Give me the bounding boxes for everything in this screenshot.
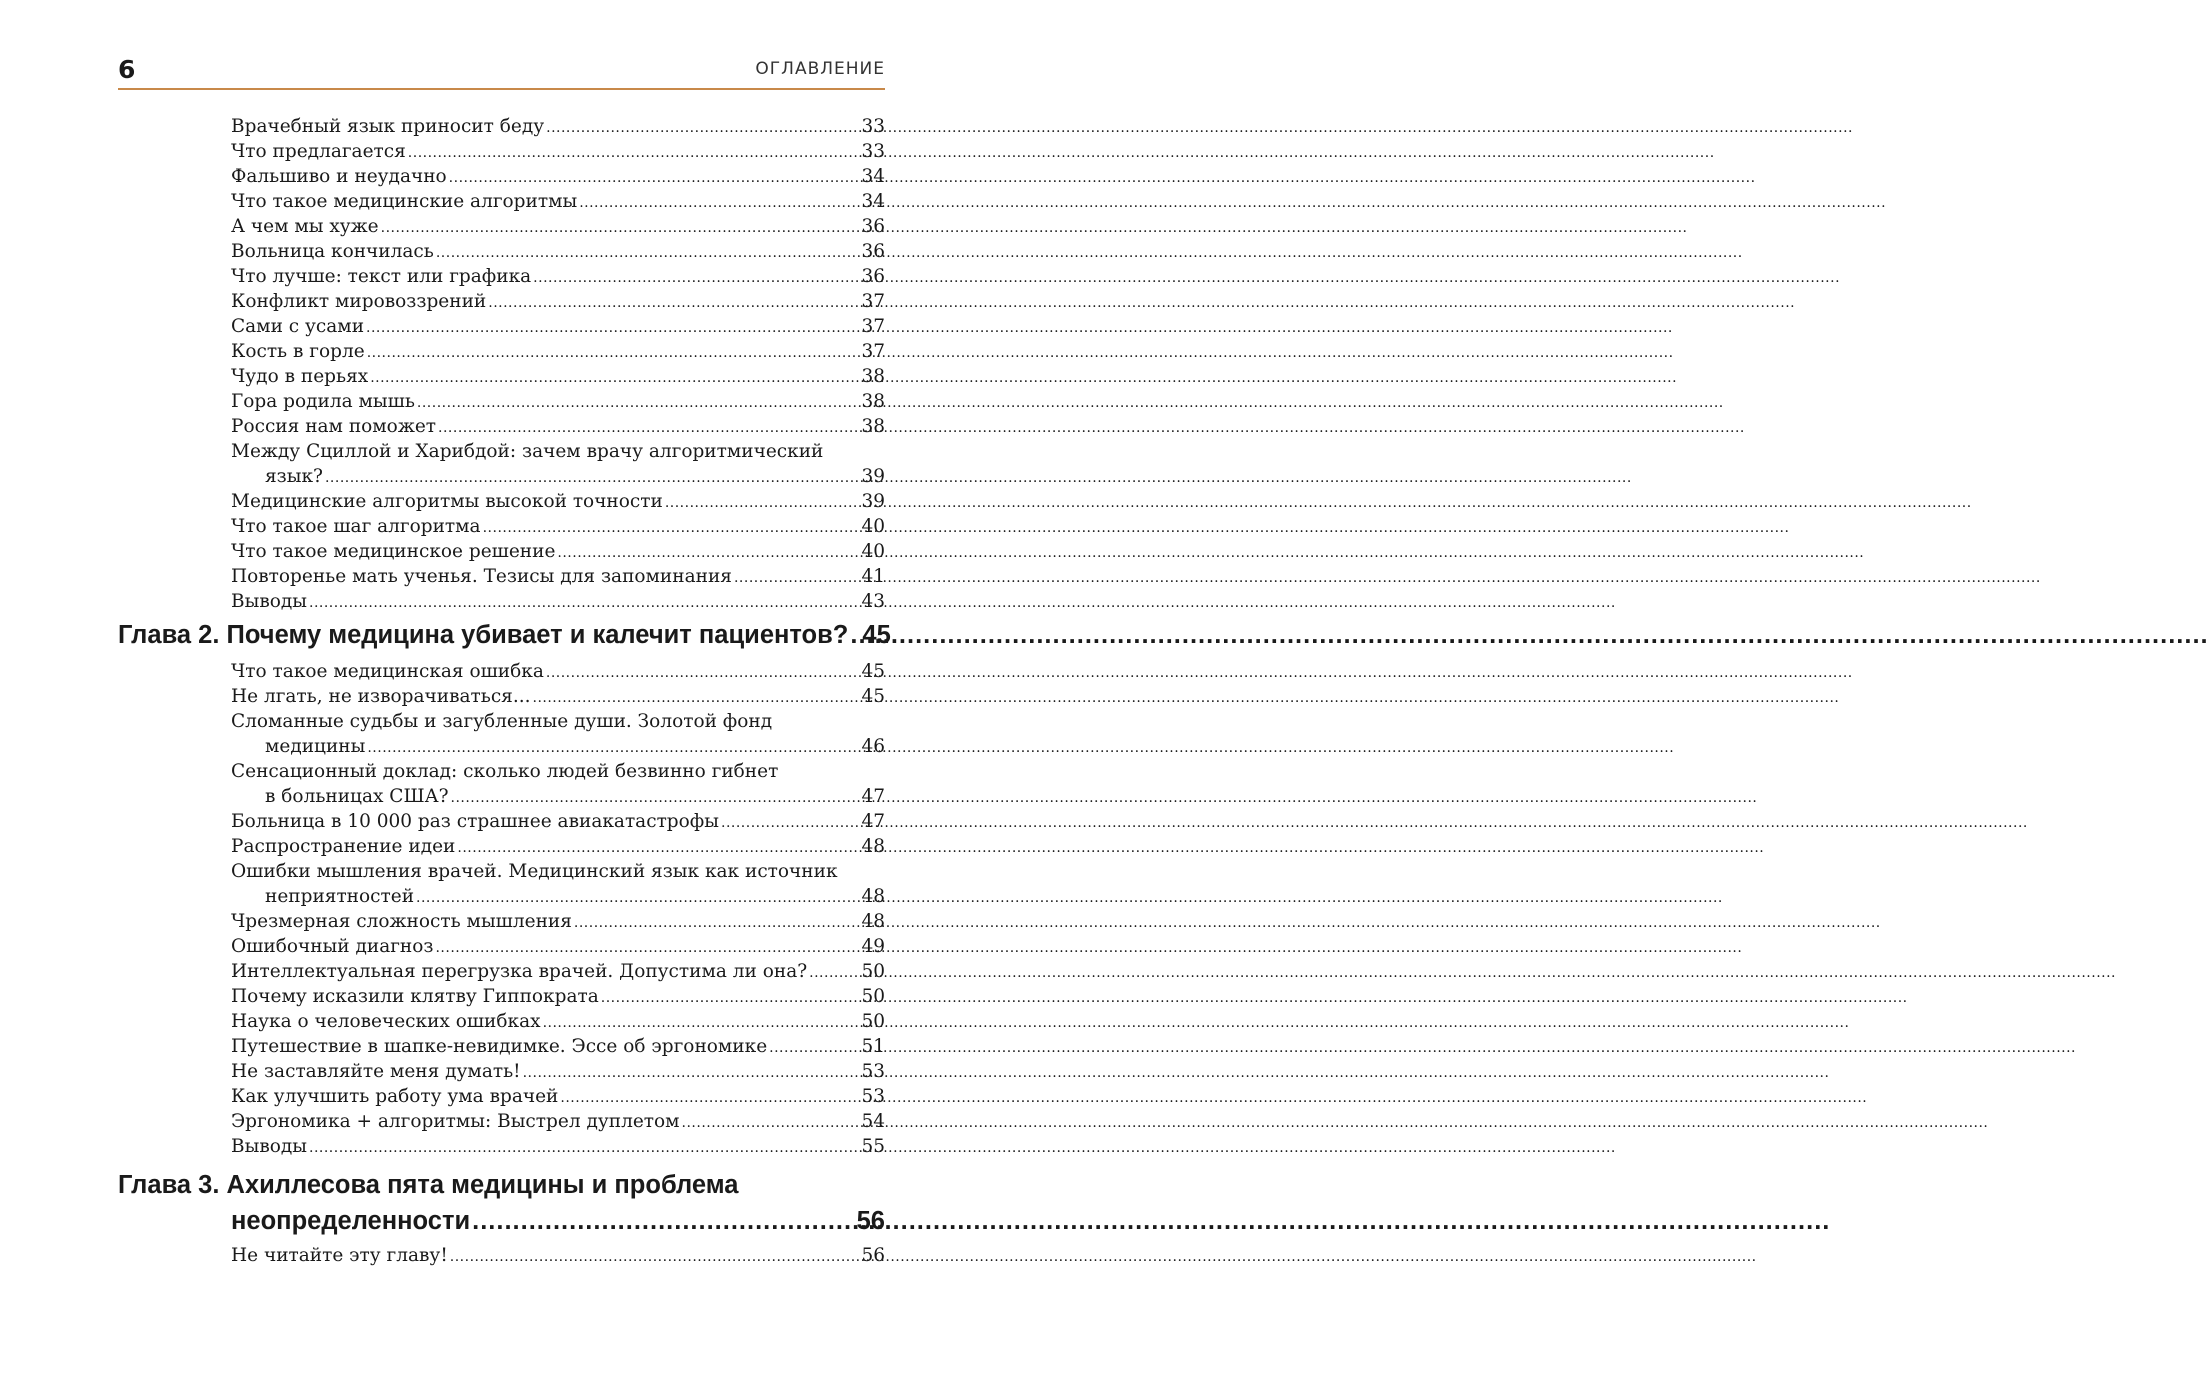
toc-entry-page: 50 xyxy=(861,986,885,1007)
chapter-title: Глава 2. Почему медицина убивает и калечит пациентов? xyxy=(118,621,849,649)
chapter-heading[interactable] xyxy=(118,617,891,653)
toc-entry[interactable] xyxy=(231,439,885,489)
toc-entry-title: Что такое шаг алгоритма xyxy=(231,516,481,537)
leader-dots xyxy=(435,936,859,961)
toc-entry-page: 50 xyxy=(861,961,885,982)
chapter-title-cont: неопределенности xyxy=(231,1207,471,1235)
leader-dots xyxy=(416,886,859,911)
toc-entry[interactable] xyxy=(231,239,885,264)
toc-entry[interactable] xyxy=(231,934,885,959)
toc-entry[interactable] xyxy=(231,909,885,934)
leader-dots xyxy=(560,1086,859,1111)
leader-dots xyxy=(457,836,859,861)
toc-entry[interactable] xyxy=(231,834,885,859)
toc-entry-title: Россия нам поможет xyxy=(231,416,437,437)
toc-entry[interactable] xyxy=(231,984,885,1009)
toc-entry-title: Кость в горле xyxy=(231,341,365,362)
toc-entry[interactable] xyxy=(231,264,885,289)
toc-entry-title: Больница в 10 000 раз страшнее авиакатастрофы xyxy=(231,811,719,832)
toc-entry-page: 37 xyxy=(861,291,885,312)
toc-entry[interactable] xyxy=(231,339,885,364)
toc-entry-page: 53 xyxy=(861,1086,885,1107)
toc-entry-page: 40 xyxy=(861,516,885,537)
leader-dots xyxy=(533,266,859,291)
toc-entry[interactable] xyxy=(231,1034,885,1059)
leader-dots xyxy=(721,811,859,836)
toc-entry[interactable] xyxy=(231,684,885,709)
leader-dots xyxy=(309,591,859,616)
toc-entry-title: Не лгать, не изворачиваться... xyxy=(231,686,531,707)
toc-entry-page: 37 xyxy=(861,341,885,362)
toc-entry[interactable] xyxy=(231,709,885,759)
toc-entry-title: Эргономика + алгоритмы: Выстрел дуплетом xyxy=(231,1111,680,1132)
leader-dots xyxy=(309,1136,859,1161)
toc-entry-page: 48 xyxy=(861,886,885,907)
toc-entry-page: 53 xyxy=(861,1061,885,1082)
leader-dots xyxy=(601,986,860,1011)
toc-entry-page: 36 xyxy=(861,266,885,287)
leader-dots xyxy=(367,736,859,761)
leader-dots xyxy=(450,1245,860,1270)
toc-entry-title: Интеллектуальная перегрузка врачей. Допустима ли она? xyxy=(231,961,808,982)
toc-entry-title: Врачебный язык приносит беду xyxy=(231,116,545,137)
toc-entry-title: Путешествие в шапке-невидимке. Эссе об эргономике xyxy=(231,1036,768,1057)
toc-entry-page: 38 xyxy=(861,366,885,387)
toc-entry-title: Вольница кончилась xyxy=(231,241,434,262)
toc-entry-page: 47 xyxy=(861,786,885,807)
leader-dots xyxy=(769,1036,859,1061)
toc-entry-page: 39 xyxy=(861,466,885,487)
toc-entry-page: 37 xyxy=(861,316,885,337)
toc-entry-title: Что лучше: текст или графика xyxy=(231,266,532,287)
toc-entry-title: Наука о человеческих ошибках xyxy=(231,1011,541,1032)
toc-entry-page: 50 xyxy=(861,1011,885,1032)
toc-entry-page: 45 xyxy=(861,686,885,707)
toc-entry-page: 49 xyxy=(861,936,885,957)
toc-entry-page: 56 xyxy=(861,1245,885,1266)
leader-dots xyxy=(809,961,859,986)
leader-dots xyxy=(472,1203,855,1239)
toc-entry-page: 46 xyxy=(861,736,885,757)
toc-entry-title: Сенсационный доклад: сколько людей безвинно гибнет xyxy=(231,761,779,782)
leader-dots xyxy=(436,241,860,266)
leader-dots xyxy=(417,391,860,416)
toc-entry-title: Как улучшить работу ума врачей xyxy=(231,1086,559,1107)
toc-entry[interactable] xyxy=(231,759,885,809)
leader-dots xyxy=(543,1011,860,1036)
toc-entry[interactable] xyxy=(231,189,885,214)
toc-entry-title: Почему исказили клятву Гиппократа xyxy=(231,986,599,1007)
toc-entry-title: Ошибочный диагноз xyxy=(231,936,434,957)
toc-entry-title: Сломанные судьбы и загубленные души. Золотой фонд xyxy=(231,711,773,732)
toc-entry-title: Между Сциллой и Харибдой: зачем врачу алгоритмический xyxy=(231,441,824,462)
toc-entry-page: 33 xyxy=(861,141,885,162)
leader-dots xyxy=(579,191,859,216)
toc-entry[interactable] xyxy=(231,659,885,684)
toc-entry-page: 45 xyxy=(861,661,885,682)
toc-entry-page: 41 xyxy=(861,566,885,587)
toc-entry-title: Распространение идеи xyxy=(231,836,456,857)
table-of-contents xyxy=(0,114,975,1268)
leader-dots xyxy=(488,291,859,316)
chapter-page: 45 xyxy=(862,621,891,649)
toc-entry-title: Чрезмерная сложность мышления xyxy=(231,911,572,932)
leader-dots xyxy=(557,541,859,566)
toc-entry[interactable] xyxy=(231,314,885,339)
toc-entry-page: 43 xyxy=(861,591,885,612)
leader-dots xyxy=(367,341,860,366)
leader-dots xyxy=(408,141,860,166)
leader-dots xyxy=(523,1061,860,1086)
toc-entry[interactable] xyxy=(231,859,885,909)
leader-dots xyxy=(366,316,859,341)
leader-dots xyxy=(682,1111,860,1136)
page-number: 6 xyxy=(118,55,136,84)
toc-entry-title-cont: неприятностей xyxy=(265,886,415,907)
toc-entry-page: 36 xyxy=(861,241,885,262)
toc-entry[interactable] xyxy=(231,1059,885,1084)
toc-entry-page: 51 xyxy=(861,1036,885,1057)
toc-entry-title: Выводы xyxy=(231,591,307,612)
toc-entry-title: Конфликт мировоззрений xyxy=(231,291,487,312)
toc-entry-title: Что такое медицинская ошибка xyxy=(231,661,544,682)
leader-dots xyxy=(546,661,860,686)
toc-entry-title: Что такое медицинское решение xyxy=(231,541,556,562)
leader-dots xyxy=(574,911,860,936)
leader-dots xyxy=(370,366,859,391)
leader-dots xyxy=(546,116,859,141)
toc-entry-page: 39 xyxy=(861,491,885,512)
toc-entry-title: Ошибки мышления врачей. Медицинский язык как источник xyxy=(231,861,838,882)
toc-entry[interactable] xyxy=(231,214,885,239)
leader-dots xyxy=(665,491,860,516)
toc-entry[interactable] xyxy=(231,489,885,514)
toc-entry[interactable] xyxy=(231,364,885,389)
toc-entry-page: 48 xyxy=(861,911,885,932)
toc-entry[interactable] xyxy=(231,139,885,164)
toc-entry[interactable] xyxy=(231,564,885,589)
toc-entry-page: 38 xyxy=(861,416,885,437)
toc-entry-page: 40 xyxy=(861,541,885,562)
running-head: ОГЛАВЛЕНИЕ xyxy=(755,59,885,79)
toc-entry[interactable] xyxy=(231,1084,885,1109)
toc-entry-title-cont: в больницах США? xyxy=(265,786,449,807)
toc-entry[interactable] xyxy=(231,1109,885,1134)
toc-entry-page: 34 xyxy=(861,191,885,212)
toc-entry-title: А чем мы хуже xyxy=(231,216,379,237)
toc-entry-title: Сами с усами xyxy=(231,316,365,337)
toc-entry-title-cont: язык? xyxy=(265,466,323,487)
leader-dots xyxy=(325,466,859,491)
toc-entry-title: Чудо в перьях xyxy=(231,366,369,387)
toc-entry-page: 36 xyxy=(861,216,885,237)
leader-dots xyxy=(483,516,860,541)
toc-entry-title: Выводы xyxy=(231,1136,307,1157)
toc-entry[interactable] xyxy=(231,289,885,314)
toc-entry-title-cont: медицины xyxy=(265,736,366,757)
toc-entry-title: Медицинские алгоритмы высокой точности xyxy=(231,491,663,512)
chapter-page: 56 xyxy=(856,1207,885,1235)
toc-entry[interactable] xyxy=(231,589,885,614)
toc-entry-title: Фальшиво и неудачно xyxy=(231,166,447,187)
chapter-heading[interactable] xyxy=(118,1167,885,1239)
chapter-title: Глава 3. Ахиллесова пята медицины и проблема xyxy=(118,1171,739,1199)
toc-entry[interactable] xyxy=(231,114,885,139)
toc-entry[interactable] xyxy=(231,1243,885,1268)
toc-entry-title: Не заставляйте меня думать! xyxy=(231,1061,521,1082)
toc-entry-page: 47 xyxy=(861,811,885,832)
leader-dots xyxy=(449,166,860,191)
toc-entry-title: Повторенье мать ученья. Тезисы для запоминания xyxy=(231,566,732,587)
toc-entry-page: 38 xyxy=(861,391,885,412)
toc-entry-title: Гора родила мышь xyxy=(231,391,415,412)
toc-entry[interactable] xyxy=(231,164,885,189)
toc-entry-page: 34 xyxy=(861,166,885,187)
leader-dots xyxy=(451,786,860,811)
toc-entry[interactable] xyxy=(231,809,885,834)
leader-dots xyxy=(734,566,859,591)
toc-entry[interactable] xyxy=(231,1134,885,1159)
leader-dots xyxy=(850,617,860,653)
leader-dots xyxy=(533,686,860,711)
toc-entry-title: Что такое медицинские алгоритмы xyxy=(231,191,578,212)
toc-entry-page: 33 xyxy=(861,116,885,137)
toc-entry-page: 54 xyxy=(861,1111,885,1132)
toc-entry[interactable] xyxy=(231,414,885,439)
toc-entry-page: 55 xyxy=(861,1136,885,1157)
toc-entry[interactable] xyxy=(231,514,885,539)
toc-entry[interactable] xyxy=(231,389,885,414)
toc-entry-title: Что предлагается xyxy=(231,141,406,162)
header-rule xyxy=(118,88,885,90)
leader-dots xyxy=(438,416,859,441)
toc-entry-title: Не читайте эту главу! xyxy=(231,1245,448,1266)
toc-entry[interactable] xyxy=(231,959,885,984)
toc-entry-page: 48 xyxy=(861,836,885,857)
toc-entry[interactable] xyxy=(231,1009,885,1034)
toc-entry[interactable] xyxy=(231,539,885,564)
leader-dots xyxy=(381,216,860,241)
